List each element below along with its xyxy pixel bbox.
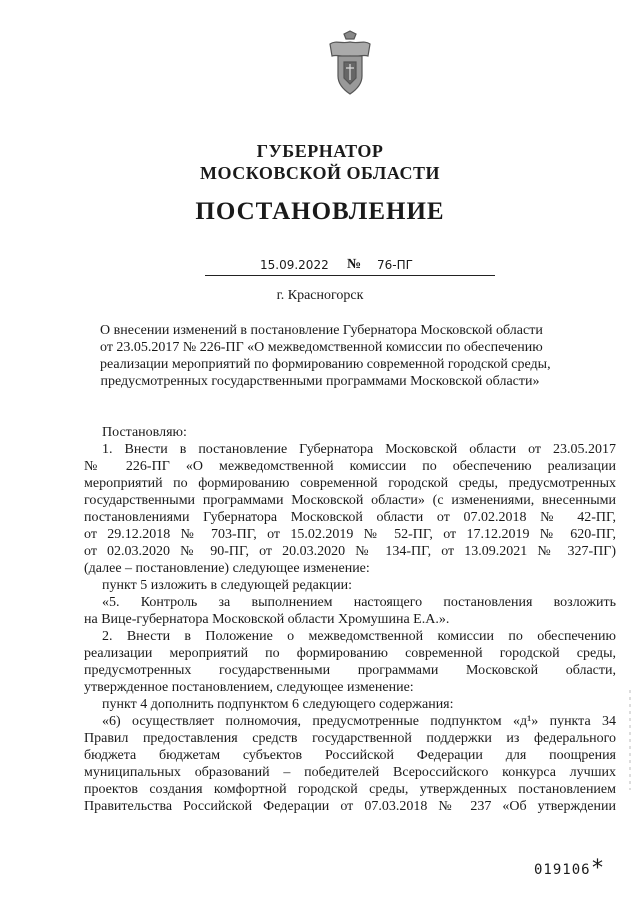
body-line: «5. Контроль за выполнением настоящего постановления возложить (102, 595, 616, 610)
body-line: от 02.03.2020 № 90-ПГ, от 20.03.2020 № 134-ПГ, от 13.09.2021 № 327-ПГ) (84, 544, 616, 559)
body-line: от 29.12.2018 № 703-ПГ, от 15.02.2019 № 52-ПГ, от 17.12.2019 № 620-ПГ, (84, 527, 616, 542)
body-line: предусмотренных государственными программами Московской области, (84, 663, 616, 678)
body-line: мероприятий по формированию современной городской среды, предусмотренных (84, 476, 616, 491)
body-line: реализации мероприятий по формированию современной городской среды, (84, 646, 616, 661)
subject-line: О внесении изменений в постановление Губернатора Московской области (100, 323, 543, 338)
document-subject (100, 322, 551, 390)
body-line: бюджета бюджетам субъектов Российской Федерации для поощрения (84, 748, 616, 763)
document-date: 15.09.2022 (260, 258, 329, 272)
body-line: утвержденное постановлением, следующее изменение: (84, 680, 414, 695)
subject-line: от 23.05.2017 № 226-ПГ «О межведомственной комиссии по обеспечению (100, 340, 543, 355)
body-line: Постановляю: (102, 425, 187, 440)
document-number: 76-ПГ (377, 258, 413, 272)
body-line: пункт 4 дополнить подпунктом 6 следующего содержания: (102, 697, 454, 712)
body-line: Правительства Российской Федерации от 07.03.2018 № 237 «Об утверждении (84, 799, 616, 814)
body-line: (далее – постановление) следующее изменение: (84, 561, 370, 576)
scan-edge-mark (628, 690, 632, 790)
subject-line: предусмотренных государственными программами Московской области» (100, 374, 540, 389)
body-line: «6) осуществляет полномочия, предусмотренные подпунктом «д¹» пункта 34 (102, 714, 616, 729)
body-line: муниципальных образований – победителей Всероссийского конкурса лучших (84, 765, 616, 780)
body-line: Правил предоставления средств государственной поддержки из федерального (84, 731, 616, 746)
registration-line (205, 258, 495, 276)
number-sign: № (347, 257, 362, 272)
body-line: на Вице-губернатора Московской области Хромушина Е.А.». (84, 612, 450, 627)
body-line: проектов создания комфортной городской среды, утвержденных постановлением (84, 782, 616, 797)
issuer-title-line2: МОСКОВСКОЙ ОБЛАСТИ (200, 163, 440, 183)
coat-of-arms-icon (326, 30, 374, 96)
asterisk-mark: * (592, 856, 603, 881)
issuer-title-line1: ГУБЕРНАТОР (256, 141, 384, 161)
body-line: 1. Внести в постановление Губернатора Московской области от 23.05.2017 (102, 442, 616, 457)
body-line: пункт 5 изложить в следующей редакции: (102, 578, 352, 593)
city: г. Красногорск (276, 288, 364, 303)
body-line: 2. Внести в Положение о межведомственной комиссии по обеспечению (102, 629, 616, 644)
registration-underline (205, 275, 495, 276)
body-line: постановлениями Губернатора Московской области от 07.02.2018 № 42-ПГ, (84, 510, 616, 525)
subject-line: реализации мероприятий по формированию современной городской среды, (100, 357, 551, 372)
document-body (84, 424, 616, 815)
body-line: № 226-ПГ «О межведомственной комиссии по обеспечению реализации (84, 459, 616, 474)
body-line: государственными программами Московской области» (с изменениями, внесенными (84, 493, 616, 508)
document-type: ПОСТАНОВЛЕНИЕ (195, 198, 445, 225)
serial-number: 019106 (534, 862, 591, 878)
